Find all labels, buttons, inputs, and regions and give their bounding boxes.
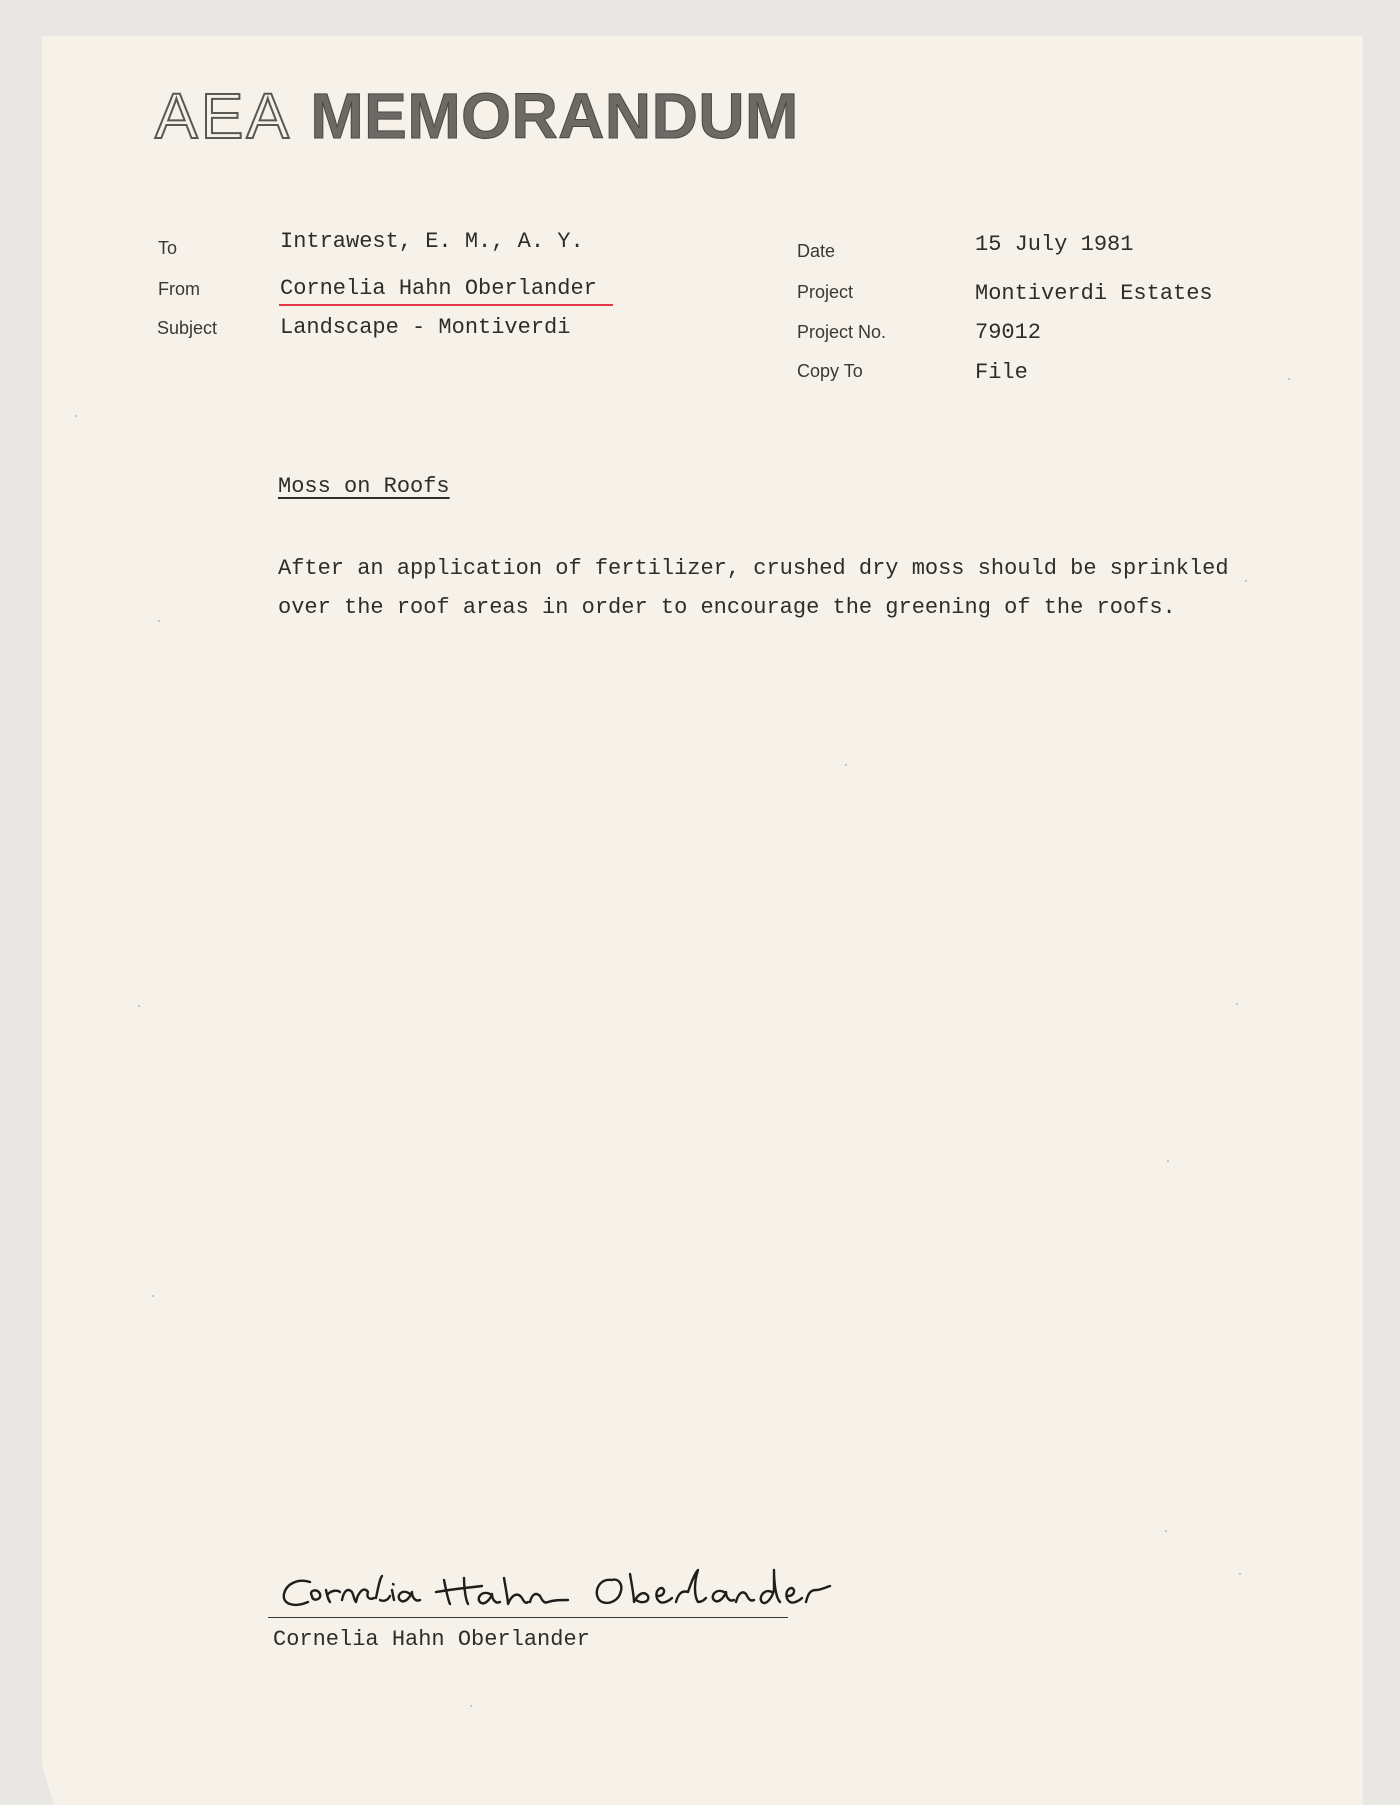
memo-title	[155, 80, 799, 152]
body-line-1: After an application of fertilizer, crushed dry moss should be sprinkled	[278, 556, 1229, 581]
date-label: Date	[797, 241, 836, 261]
from-underline	[279, 304, 613, 306]
memo-title-prefix: AEA	[155, 80, 293, 152]
memo-title-main: MEMORANDUM	[310, 80, 799, 152]
from-value: Cornelia Hahn Oberlander	[280, 276, 597, 301]
subject-value: Landscape - Montiverdi	[280, 315, 571, 340]
project-value: Montiverdi Estates	[975, 281, 1213, 306]
from-label: From	[158, 279, 200, 299]
signature-line	[268, 1617, 788, 1618]
project-label: Project	[797, 282, 854, 302]
project-no-value: 79012	[975, 320, 1042, 345]
date-value: 15 July 1981	[975, 232, 1134, 257]
signature-strokes	[284, 1570, 830, 1605]
memo-heading: Moss on Roofs	[278, 474, 450, 499]
handwritten-signature	[268, 1520, 908, 1620]
signature-typed-name: Cornelia Hahn Oberlander	[273, 1627, 590, 1652]
copy-to-value: File	[975, 360, 1028, 385]
body-line-2: over the roof areas in order to encourage the greening of the roofs.	[278, 595, 1176, 620]
to-value: Intrawest, E. M., A. Y.	[280, 229, 584, 254]
to-label: To	[158, 238, 178, 258]
subject-label: Subject	[157, 318, 218, 338]
project-no-label: Project No.	[797, 322, 887, 342]
copy-to-label: Copy To	[797, 361, 863, 381]
